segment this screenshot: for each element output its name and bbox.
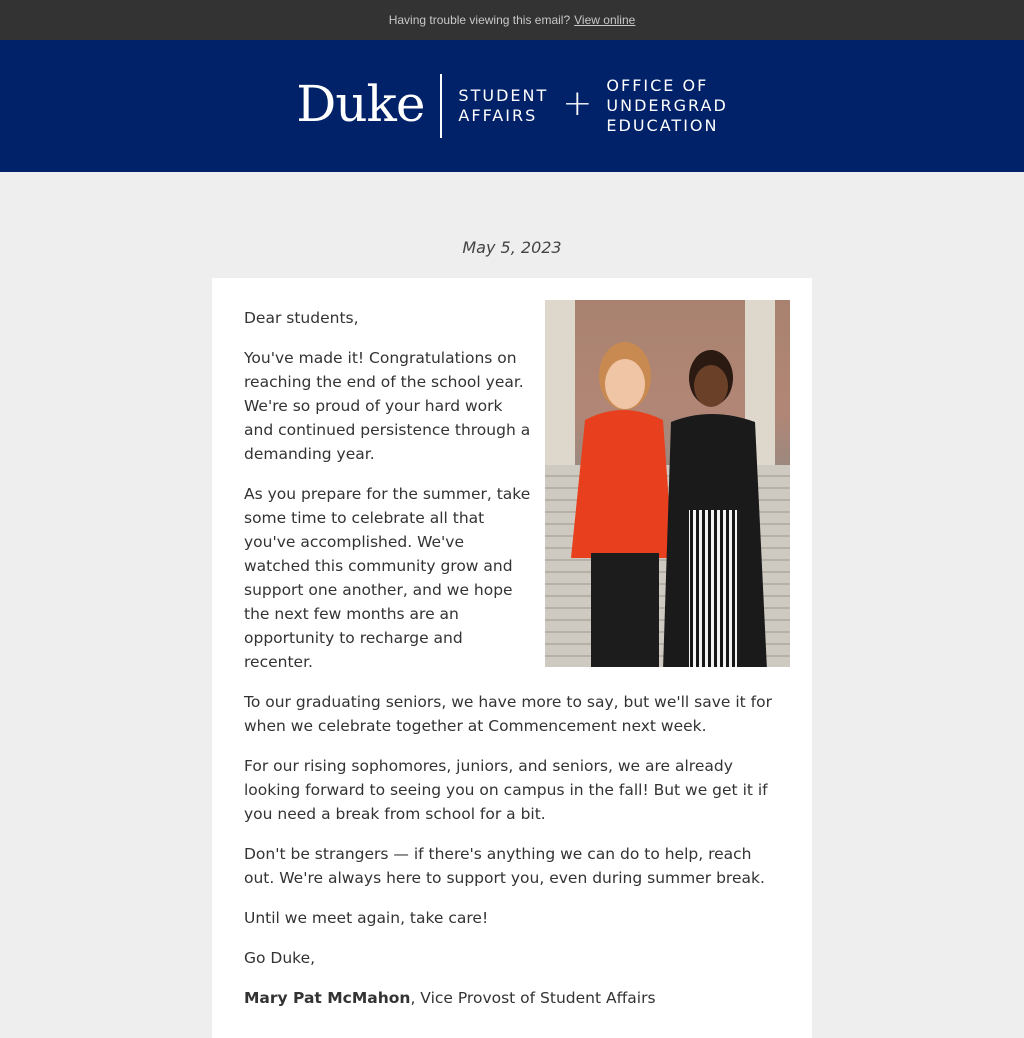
logo-text-education: EDUCATION [606, 116, 719, 135]
letter-paragraph-2: As you prepare for the summer, take some time to celebrate all that you've accomplished. We've watched this community grow and support one another, and we hope the next few months are an opportunity to recharge and recenter. [244, 485, 531, 671]
letter-paragraph-6: Until we meet again, take care! [244, 909, 489, 927]
letter-greeting: Dear students, [244, 309, 359, 327]
logo-text-student: STUDENT [458, 86, 549, 105]
email-date: May 5, 2023 [462, 238, 562, 257]
logo-student-affairs [442, 86, 548, 126]
letter-paragraph-1: You've made it! Congratulations on reaching the end of the school year. We're so proud of your hard work and continued persistence through a demanding year. [244, 349, 531, 463]
signature-name: Mary Pat McMahon [244, 989, 411, 1007]
duke-logo[interactable] [296, 74, 728, 138]
logo-wordmark-duke: Duke [296, 75, 425, 133]
letter-closing: Go Duke, [244, 949, 316, 967]
email-preheader-bar [0, 0, 1024, 40]
letter-paragraph-3: To our graduating seniors, we have more to say, but we'll save it for when we celebrate together at Commencement next week. [244, 693, 772, 735]
letter-paragraph-4: For our rising sophomores, juniors, and seniors, we are already looking forward to seeing you on campus in the fall! But we get it if you need a break from school for a bit. [244, 757, 768, 823]
logo-plus-sign: + [562, 83, 593, 124]
letter-signature [244, 986, 782, 1010]
logo-text-office-of: OFFICE OF [606, 76, 709, 95]
letter-body [212, 278, 812, 1010]
view-online-link[interactable]: View online [574, 13, 636, 27]
preheader-text: Having trouble viewing this email? [388, 13, 571, 27]
photo-person-left [563, 328, 673, 667]
email-header-banner [0, 40, 1024, 172]
photo-person-right [663, 340, 773, 667]
logo-text-affairs: AFFAIRS [458, 106, 538, 125]
signature-title: , Vice Provost of Student Affairs [410, 989, 656, 1007]
logo-undergrad-education [606, 76, 727, 136]
logo-text-undergrad: UNDERGRAD [606, 96, 728, 115]
letter-card [212, 278, 812, 1038]
staff-photo [545, 300, 790, 667]
letter-paragraph-5: Don't be strangers — if there's anything we can do to help, reach out. We're always here to support you, even during summer break. [244, 845, 765, 887]
